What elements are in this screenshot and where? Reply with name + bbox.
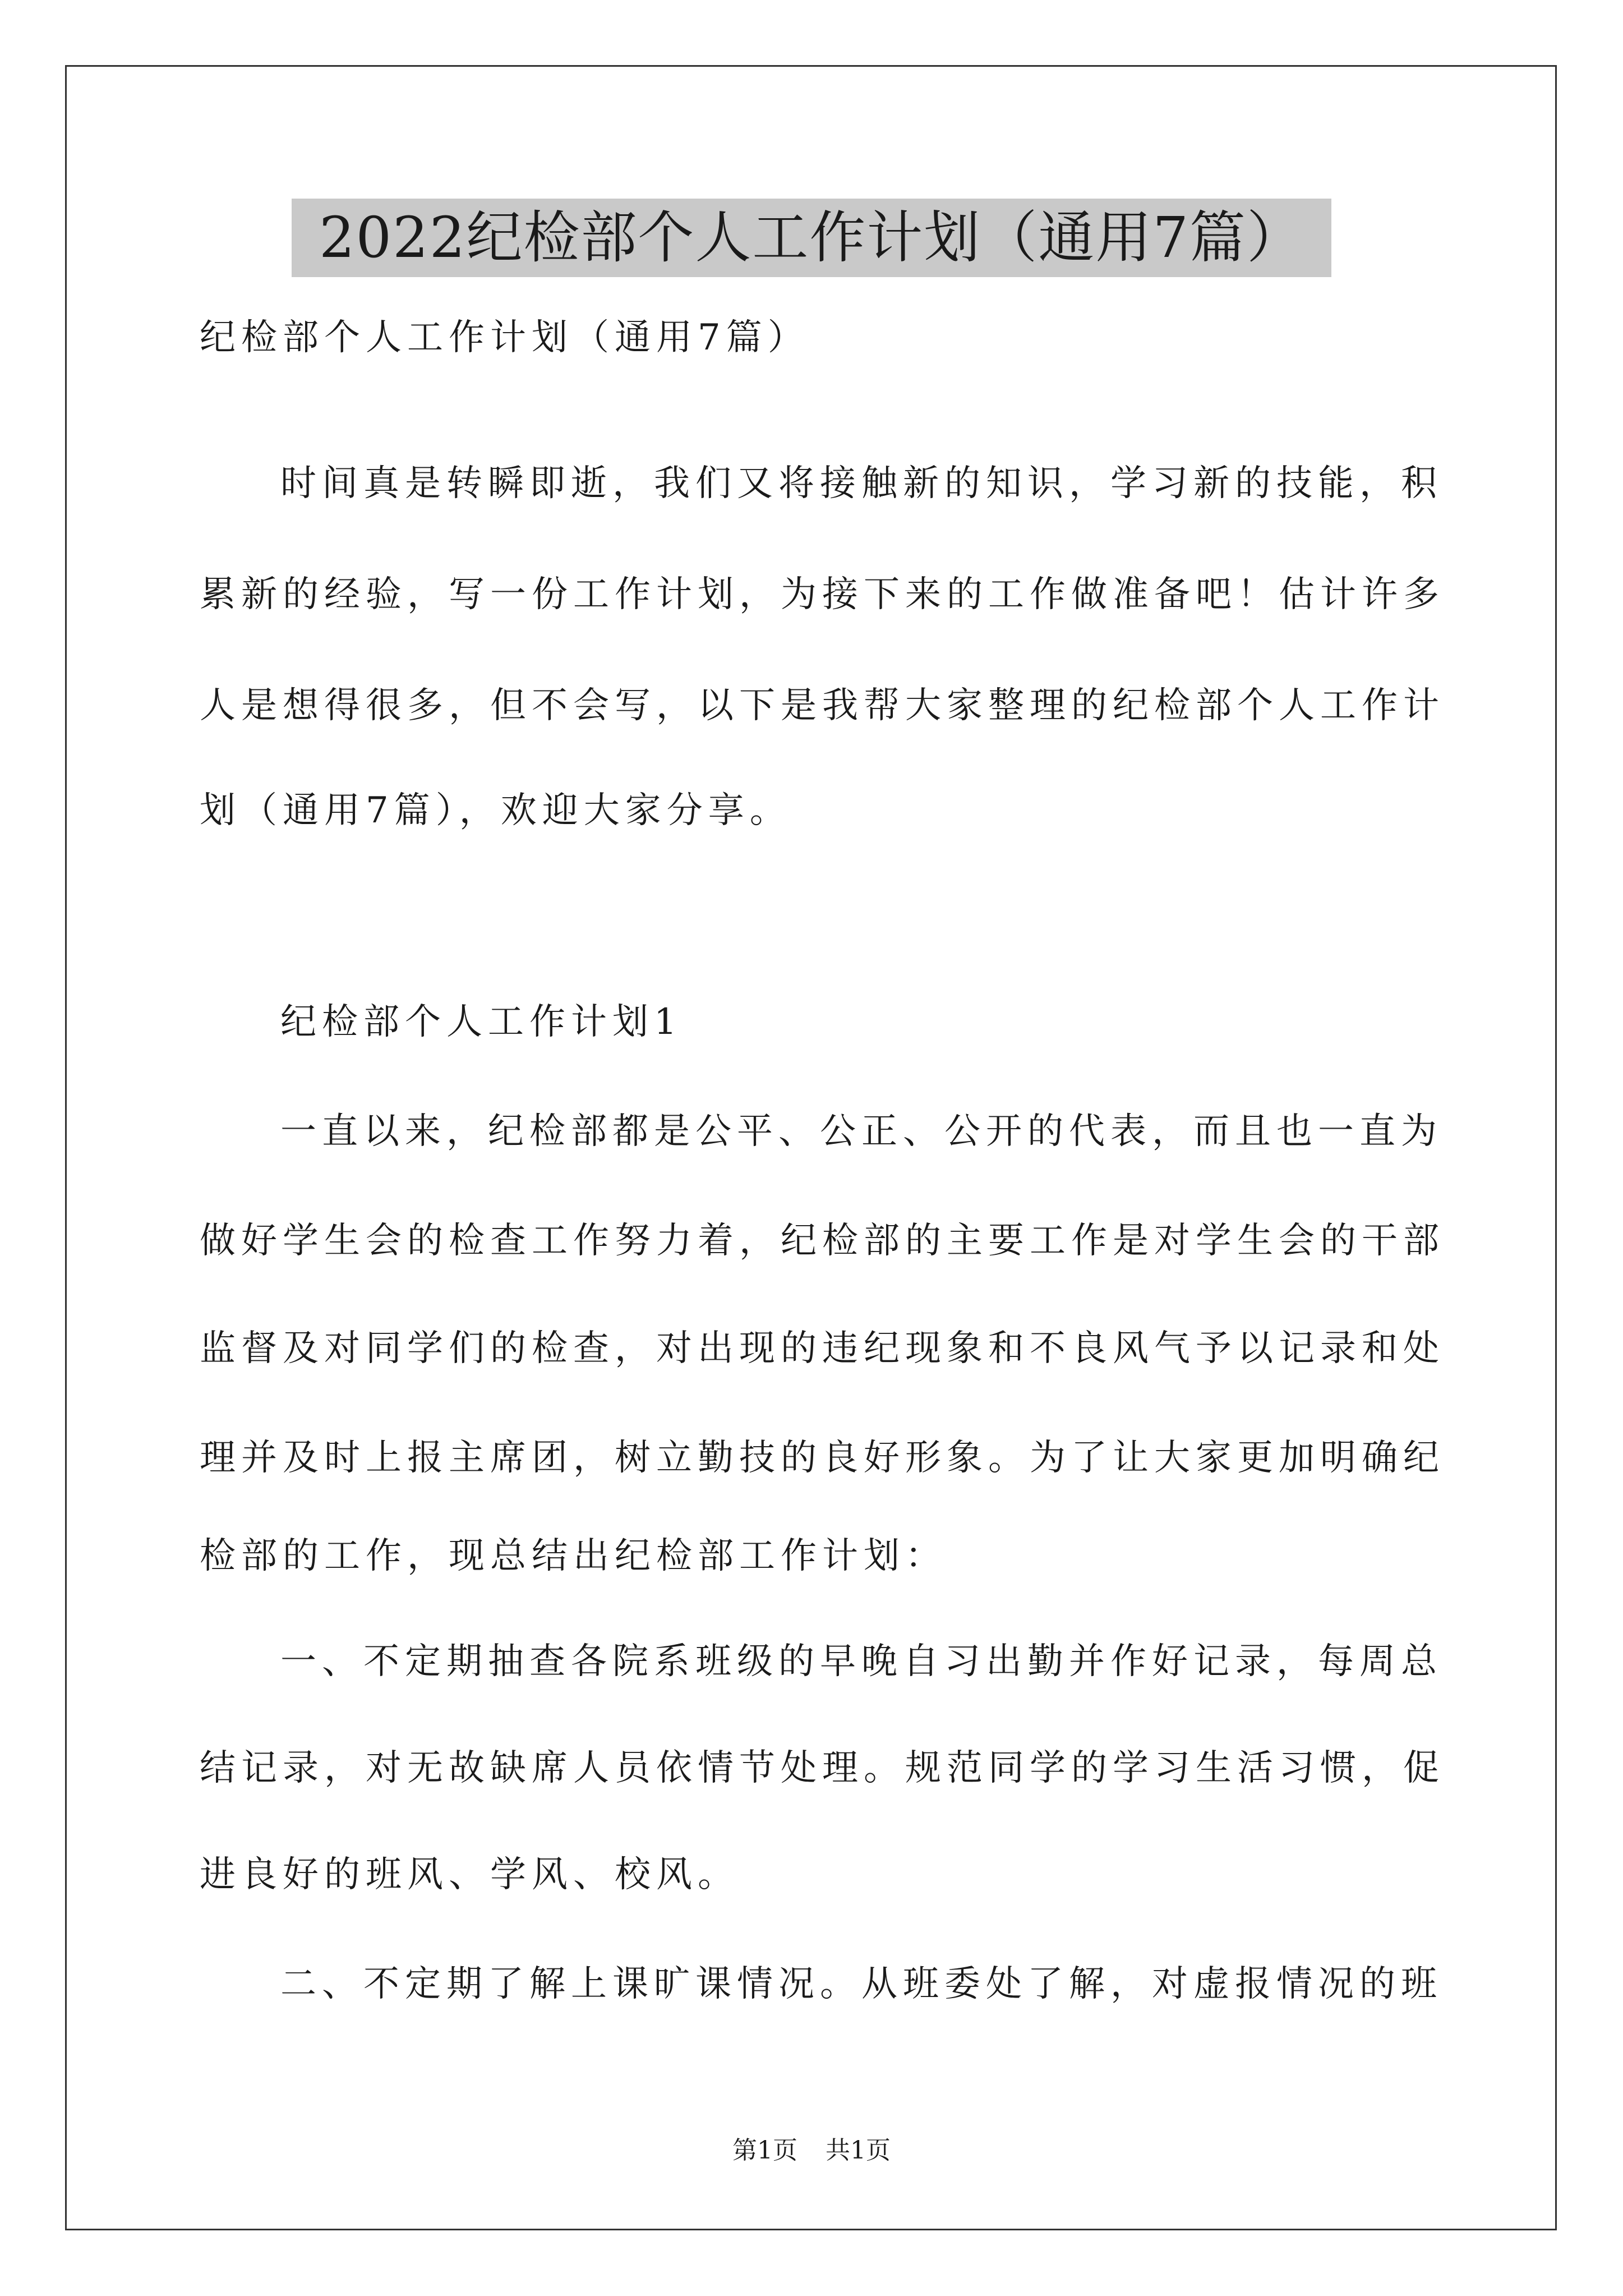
title-highlight bbox=[292, 199, 1331, 277]
body-line-8: 进良好的班风、学风、校风。 bbox=[200, 1854, 739, 1895]
body-line-2: 做好学生会的检查工作努力着，纪检部的主要工作是对学生会的干部 bbox=[200, 1220, 1445, 1262]
subtitle-line: 纪检部个人工作计划（通用7篇） bbox=[200, 317, 809, 358]
document-title: 2022纪检部个人工作计划（通用7篇） bbox=[319, 205, 1304, 270]
intro-line-4: 划（通用7篇），欢迎大家分享。 bbox=[200, 790, 791, 831]
page-number: 第1页 bbox=[732, 2136, 797, 2165]
intro-line-1: 时间真是转瞬即逝，我们又将接触新的知识，学习新的技能，积 bbox=[280, 463, 1442, 504]
body-line-9: 二、不定期了解上课旷课情况。从班委处了解，对虚报情况的班 bbox=[280, 1963, 1442, 2005]
page-total: 共1页 bbox=[826, 2136, 891, 2165]
intro-line-2: 累新的经验，写一份工作计划，为接下来的工作做准备吧！估计许多 bbox=[200, 574, 1445, 615]
body-line-3: 监督及对同学们的检查，对出现的违纪现象和不良风气予以记录和处 bbox=[200, 1328, 1445, 1369]
body-line-5: 检部的工作，现总结出纪检部工作计划： bbox=[200, 1535, 947, 1577]
section-heading: 纪检部个人工作计划1 bbox=[280, 1001, 683, 1043]
intro-line-3: 人是想得很多，但不会写，以下是我帮大家整理的纪检部个人工作计 bbox=[200, 685, 1445, 726]
body-line-7: 结记录，对无故缺席人员依情节处理。规范同学的学习生活习惯，促 bbox=[200, 1747, 1445, 1789]
body-line-1: 一直以来，纪检部都是公平、公正、公开的代表，而且也一直为 bbox=[280, 1111, 1442, 1152]
page-footer bbox=[0, 2138, 1623, 2163]
body-line-4: 理并及时上报主席团，树立勤技的良好形象。为了让大家更加明确纪 bbox=[200, 1437, 1445, 1479]
body-line-6: 一、不定期抽查各院系班级的早晚自习出勤并作好记录，每周总 bbox=[280, 1641, 1442, 1682]
